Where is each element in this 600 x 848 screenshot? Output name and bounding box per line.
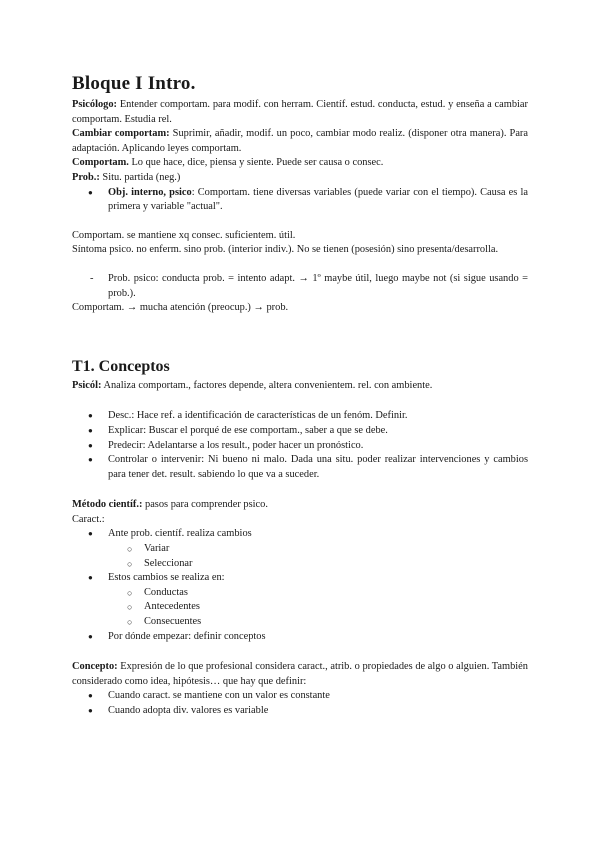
sub-list-item: ○ Conductas xyxy=(72,586,528,601)
def-metodo: pasos para comprender psico. xyxy=(142,499,268,511)
term-metodo: Método científ.: xyxy=(72,499,143,511)
term-psicologo: Psicólogo: xyxy=(72,99,118,110)
sub-list-item: ○ Antecedentes xyxy=(72,600,528,615)
paragraph-comportam-mantiene: Comportam. se mantiene xq consec. suficientem. útil. xyxy=(72,229,296,241)
def-prob: Situ. partida (neg.) xyxy=(99,171,181,183)
list-item: ● Explicar: Buscar el porqué de ese comportam., saber a que se debe. xyxy=(72,424,528,439)
def-concepto: Expresión de lo que profesional considera caract., atrib. o propiedades de algo o alguien. También considerado como idea, hipótesis… que hay que definir: xyxy=(72,661,528,687)
paragraph-psicol xyxy=(72,379,528,394)
list-item-text: Ante prob. científ. realiza cambios xyxy=(108,528,252,540)
paragraph-comportam-atencion: Comportam. → mucha atención (preocup.) → prob. xyxy=(72,302,289,314)
term-comportam: Comportam. xyxy=(72,157,129,169)
sub-list-realiza xyxy=(72,586,528,630)
paragraph-comportam xyxy=(72,156,528,171)
list-item: ● Cuando caract. se mantiene con un valor es constante xyxy=(72,689,528,704)
paragraph-prob xyxy=(72,171,528,186)
list-item-text: Estos cambios se realiza en: xyxy=(108,572,225,584)
sub-list-cambios xyxy=(72,542,528,571)
def-psicologo: Entender comportam. para modif. con herram. Científ. estud. conducta, estud. y enseña a cambiar comportam. Estudia rel. xyxy=(72,99,528,125)
section-title-conceptos: T1. Conceptos xyxy=(72,357,170,375)
list-item: ● Desc.: Hace ref. a identificación de características de un fenóm. Definir. xyxy=(72,409,528,424)
list-item: ● Predecir: Adelantarse a los result., poder hacer un pronóstico. xyxy=(72,439,528,454)
paragraph-concepto xyxy=(72,660,528,689)
term-cambiar-comportam: Cambiar comportam: xyxy=(72,128,170,140)
def-comportam: Lo que hace, dice, piensa y siente. Puede ser causa o consec. xyxy=(128,157,384,169)
section-title-bloque-intro: Bloque I Intro. xyxy=(72,73,196,94)
list-item: ● Controlar o intervenir: Ni bueno ni malo. Dada una situ. poder realizar intervenciones y cambios para tener det. result. sabiendo lo que va a suceder. xyxy=(72,453,528,482)
bullet-list-caract xyxy=(72,527,528,644)
term-psicol: Psicól: xyxy=(72,379,102,391)
bullet-list-concepto xyxy=(72,689,528,718)
list-item: ● Cuando adopta div. valores es variable xyxy=(72,704,528,719)
def-psicol: Analiza comportam., factores depende, altera convenientem. rel. con ambiente. xyxy=(101,379,433,391)
sub-list-item: ○ Seleccionar xyxy=(72,557,528,572)
term-concepto: Concepto: xyxy=(72,661,118,673)
list-item xyxy=(72,571,528,629)
paragraph-sintoma: Síntoma psico. no enferm. sino prob. (interior indiv.). No se tienen (posesión) sino presenta/desarrolla. xyxy=(72,244,499,256)
paragraph-cambiar-comportam xyxy=(72,127,528,156)
term-prob: Prob.: xyxy=(72,171,100,183)
sub-list-item: ○ Consecuentes xyxy=(72,615,528,630)
paragraph-caract: Caract.: xyxy=(72,513,105,525)
list-item: ● Por dónde empezar: definir conceptos xyxy=(72,630,528,645)
bullet-list-objetivos xyxy=(72,409,528,482)
term-obj-interno: Obj. interno, psico xyxy=(108,186,192,198)
sub-list-item: ○ Variar xyxy=(72,542,528,557)
paragraph-metodo xyxy=(72,498,528,513)
list-item xyxy=(72,186,528,215)
def-obj-interno: : Comportam. tiene diversas variables (puede variar con el tiempo). Causa es la primera y variable "actual". xyxy=(108,186,528,213)
list-item: - Prob. psico: conducta prob. = intento adapt. → 1º maybe útil, luego maybe not (si sigue usando = prob.). xyxy=(72,272,528,301)
list-item xyxy=(72,527,528,571)
document-page xyxy=(72,72,528,719)
bullet-list-prob xyxy=(72,186,528,215)
dash-list xyxy=(72,272,528,301)
paragraph-psicologo xyxy=(72,98,528,127)
def-cambiar-comportam: Suprimir, añadir, modif. un poco, cambiar modo realiz. (disponer otra manera). Para adaptación. Aplicando leyes comportam. xyxy=(72,128,528,154)
